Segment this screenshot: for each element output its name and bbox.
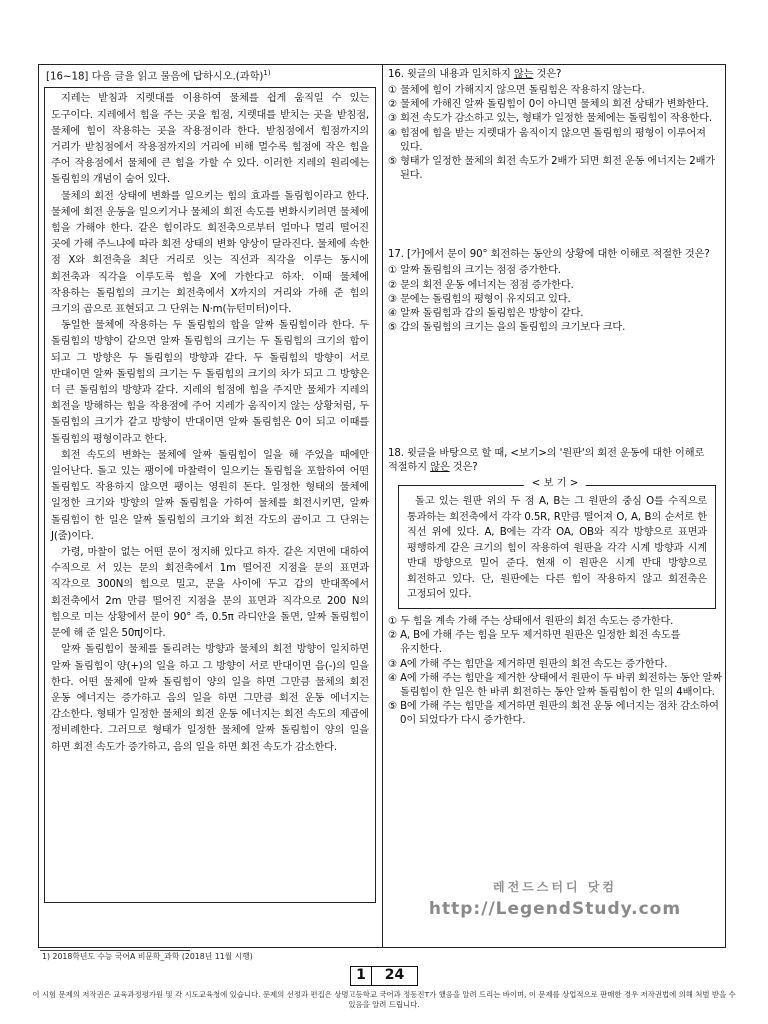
option-5[interactable]: ⑤ 형태가 일정한 물체의 회전 속도가 2배가 되면 회전 운동 에너지는 2배가 된다. [388,156,715,182]
option-1[interactable]: ① 두 힘을 계속 가해 주는 상태에서 원판의 회전 속도는 증가한다. [388,615,674,627]
watermark [388,878,722,922]
option-4[interactable]: ④ 힘점에 힘을 받는 지렛대가 움직이지 않으면 돌림힘의 평형이 이루어져 있다. [388,127,706,153]
option-1[interactable]: ① 물체에 힘이 가해지지 않으면 돌림힘은 작용하지 않는다. [388,85,645,96]
stem-text: 것은? [449,462,478,474]
option-3[interactable]: ③ 문에는 돌림힘의 평형이 유지되고 있다. [388,293,571,305]
passage-paragraph: 동일한 물체에 작용하는 두 돌림힘의 합을 알짜 돌림힘이라 한다. 두 돌림힘의 방향이 같으면 알짜 돌림힘의 크기는 두 돌림힘의 크기의 합이 되고 그 방향은 두 돌림힘의 방향과 같다. 두 돌림힘의 방향이 서로 반대이면 알짜 돌림힘의 크기는 두 돌림힘의 크기의 차가 되고 그 방향은 더 큰 돌림힘의 방향과 같다. 지레의 힘점에 힘을 주지만 물체가 지레의 회전을 방해하는 힘을 작용점에 주어 지레가 움직이지 않는 상황처럼, 두 돌림힘의 크기가 같고 방향이 반대이면 알짜 돌림힘은 0이 되고 이때를 돌림힘의 평형이라고 한다. [51,320,369,445]
question-16 [388,68,722,183]
stem-text: 것은? [533,69,562,80]
reading-passage [44,87,376,903]
option-4[interactable]: ④ A에 가해 주는 힘만을 제거한 상태에서 원판이 두 바퀴 회전하는 동안 알짜 돌림힘이 한 일은 한 바퀴 회전하는 동안 알짜 돌림힘이 한 일의 4배이다. [388,672,722,698]
option-5[interactable]: ⑤ B에 가해 주는 힘만을 제거하면 원판의 회전 운동 에너지는 점차 감소하여 0이 되었다가 다시 증가한다. [388,701,719,727]
option-3[interactable]: ③ 회전 속도가 감소하고 있는, 형태가 일정한 물체에는 돌림힘이 작용한다. [388,113,712,125]
footnote-rule [40,950,190,951]
left-column [44,66,376,903]
watermark-korean: 레전드스터디 닷컴 [493,880,617,894]
option-3[interactable]: ③ A에 가해 주는 힘만을 제거하면 원판의 회전 속도는 증가한다. [388,658,668,670]
question-17 [388,248,722,335]
stem-underlined: 않은 [430,462,450,474]
bogi-title: < 보 기 > [524,477,586,491]
question-17-stem: 17. [가]에서 문이 90° 회전하는 동안의 상황에 대한 이해로 적절한 것은? [388,249,710,261]
page-current: 1 [351,967,372,985]
passage-paragraph: 가령, 마찰이 없는 어떤 문이 정지해 있다고 하자. 같은 지면에 대하여 수직으로 서 있는 문의 회전축에서 1m 떨어진 지점을 문의 표면과 직각으로 300N의 힘으로 밀고, 문을 사이에 두고 갑의 반대쪽에서 회전축에서 2m 만큼 떨어진 지점을 문의 표면과 직각으로 200 N의 힘으로 미는 상황에서 문이 90° 즉, 0.5π 라디안을 돌면, 알짜 돌림힘이 문에 해 준 일은 50πJ이다. [51,547,369,640]
question-18 [388,447,722,728]
page-indicator [350,966,418,986]
option-2[interactable]: ② 물체에 가해진 알짜 돌림힘이 0이 아니면 물체의 회전 상태가 변화한다. [388,99,709,111]
option-1[interactable]: ① 알짜 돌림힘의 크기는 점점 증가한다. [388,265,561,277]
option-2[interactable]: ② 문의 회전 운동 에너지는 점점 증가한다. [388,279,574,291]
option-4[interactable]: ④ 알짜 돌림힘과 갑의 돌림힘은 방향이 같다. [388,308,584,320]
stem-text: 16. 윗글의 내용과 일치하지 [388,69,514,80]
passage-paragraph: 알짜 돌림힘이 물체를 돌리려는 방향과 물체의 회전 방향이 일치하면 알짜 돌림힘이 양(+)의 일을 하고 그 방향이 서로 반대이면 음(-)의 일을 한다. 어떤 물체에 알짜 돌림힘이 양의 일을 하면 그만큼 물체의 회전 운동 에너지는 증가하고 음의 일을 하면 그만큼 회전 운동 에너지는 감소한다. 형태가 일정한 물체의 회전 운동 에너지는 회전 속도의 제곱에 정비례한다. 그러므로 형태가 일정한 물체에 알짜 돌림힘이 양의 일을 하면 회전 속도가 증가하고, 음의 일을 하면 회전 속도가 감소한다. [51,644,369,753]
instruction-text: [16~18] 다음 글을 읽고 물음에 답하시오.(과학) [46,71,264,83]
column-divider [382,64,383,948]
bogi-content [398,485,716,609]
option-5[interactable]: ⑤ 갑의 돌림힘의 크기는 을의 돌림힘의 크기보다 크다. [388,322,626,334]
question-18-options [388,615,722,729]
question-16-stem [388,68,722,82]
passage-instruction [46,66,376,84]
option-2[interactable]: ② A, B에 가해 주는 힘을 모두 제거하면 원판은 일정한 회전 속도를 유지한다. [388,630,681,656]
stem-underlined: 않는 [513,69,534,80]
bogi-text: 돌고 있는 원판 위의 두 점 A, B는 그 원판의 중심 O를 수직으로 통과하는 회전축에서 각각 0.5R, R만큼 떨어져 O, A, B의 순서로 한 직선 위에 있다. A, B에는 각각 OA, OB와 직각 방향으로 표면과 평행하게 같은 크기의 힘이 작용하여 원판을 각각 시계 방향과 시계 반대 방향으로 밀어 준다. 현재 이 원판은 시계 반대 방향으로 회전하고 있다. 단, 원판에는 다른 힘이 작용하지 않고 회전축은 고정되어 있다. [407,496,707,601]
footnote-ref: 1) [263,69,271,77]
watermark-url: http://LegendStudy.com [428,899,682,919]
page-total: 24 [384,967,405,983]
passage-paragraph: 회전 속도의 변화는 물체에 알짜 돌림힘이 일을 해 주었을 때에만 일어난다. 돌고 있는 팽이에 마찰력이 일으키는 돌림힘을 포함하여 어떤 돌림힘도 작용하지 않으면 팽이는 영원히 돈다. 일정한 형태의 물체에 일정한 크기와 방향의 알짜 돌림힘을 가하여 물체를 회전시키면, 알짜 돌림힘이 한 일은 알짜 돌림힘의 크기와 회전 각도의 곱이고 그 단위는 J(줄)이다. [51,449,369,542]
question-17-options [388,264,722,335]
copyright-notice: 이 시험 문제의 저작권은 교육과정평가원 및 각 시도교육청에 있습니다. 문제의 선정과 편집은 상명고등학교 국어과 정동진T가 했음을 알려 드리는 바이며, 이 문제를 상업적으로 판매한 경우 저작권법에 의해 처벌 받을 수 있음을 알려 드립니다. [32,990,736,1009]
passage-paragraph: 지레는 받침과 지렛대를 이용하여 물체를 쉽게 움직일 수 있는 도구이다. 지레에서 힘을 주는 곳을 힘점, 지렛대를 받치는 곳을 받침점, 물체에 힘이 작용하는 곳을 작용점이라 한다. 받침점에서 힘점까지의 거리가 받침점에서 작용점까지의 거리에 비해 멀수록 힘점에 작은 힘을 주어 작용점에서 물체에 큰 힘을 가할 수 있다. 이러한 지레의 원리에는 돌림힘의 개념이 숨어 있다. [51,93,369,186]
stem-text: 18. 윗글을 바탕으로 할 때, <보기>의 '원판'의 회전 운동에 대한 이해로 적절하지 [388,448,705,474]
footnote: 1) 2018학년도 수능 국어A 비문학_과학 (2018년 11월 시행) [42,952,253,961]
question-18-stem [388,447,722,475]
bogi-box [388,478,722,609]
right-column [388,66,722,729]
passage-paragraph: 물체의 회전 상태에 변화를 일으키는 힘의 효과를 돌림힘이라고 한다. 물체에 회전 운동을 일으키거나 물체의 회전 속도를 변화시키려면 물체에 힘을 가해야 한다. 같은 힘이라도 회전축으로부터 얼마나 멀리 떨어진 곳에 가해 주느냐에 따라 회전 상태의 변화 양상이 달라진다. 물체에 속한 점 X와 회전축을 최단 거리로 잇는 직선과 직각을 이루는 동시에 회전축과 직각을 이루도록 힘을 X에 가한다고 하자. 이때 물체에 작용하는 돌림힘의 크기는 회전축에서 X까지의 거리와 가해 준 힘의 크기의 곱으로 표현되고 그 단위는 N·m(뉴턴미터)이다. [51,190,369,316]
question-16-options [388,84,722,183]
